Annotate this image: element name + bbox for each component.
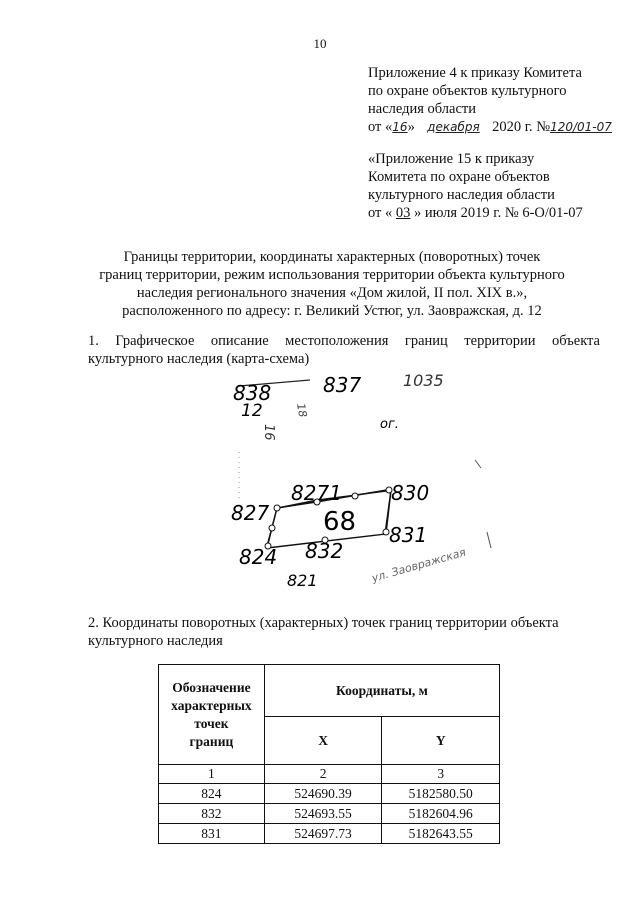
- appendix-15-line-3: культурного наследия области: [368, 187, 555, 203]
- map-label-12: 12: [241, 401, 263, 421]
- map-label-837: 837: [323, 373, 362, 397]
- coord-y: 5182643.55: [382, 824, 500, 844]
- title-line-4: расположенного по адресу: г. Великий Устюг, ул. Заовражская, д. 12: [122, 303, 542, 319]
- map-street-label: ул. Заовражская: [370, 545, 468, 585]
- map-vertex-827: [274, 505, 280, 511]
- appendix-4-line-2: по охране объектов культурного: [368, 83, 567, 99]
- map-label-827: 827: [231, 501, 270, 525]
- map-label-821: 821: [287, 571, 318, 588]
- appendix-15-date: от « 03 » июля 2019 г. № 6-О/01-07: [368, 205, 583, 221]
- coord-x: 524693.55: [264, 804, 382, 824]
- map-parcel-number: 68: [323, 507, 357, 537]
- handwritten-month: декабря: [427, 120, 480, 134]
- table-row: [159, 784, 500, 804]
- table-row: [159, 804, 500, 824]
- map-label-830: 830: [391, 481, 430, 505]
- appendix-4-line-1: Приложение 4 к приказу Комитета: [368, 65, 582, 81]
- appendix-4-header: [368, 64, 630, 136]
- header-point-designation: Обозначение характерных точек границ: [159, 665, 265, 765]
- map-label-8271: 8271: [291, 481, 342, 505]
- title-line-2: границ территории, режим использования территории объекта культурного: [99, 267, 565, 283]
- coord-x: 524697.73: [264, 824, 382, 844]
- page-number: 10: [313, 36, 327, 51]
- appendix-15-header: [368, 150, 630, 222]
- map-label-832: 832: [305, 539, 344, 563]
- appendix-4-line-3: наследия области: [368, 101, 477, 117]
- table-index-row: 1 2 3: [159, 765, 500, 784]
- appendix-15-day: 03: [395, 205, 411, 221]
- map-label-18: 18: [294, 402, 310, 419]
- header-x: X: [264, 717, 382, 765]
- point-id: 832: [159, 804, 265, 824]
- map-vertex-mid-north: [352, 493, 358, 499]
- title-line-1: Границы территории, координаты характерных (поворотных) точек: [123, 249, 541, 265]
- handwritten-day: 16: [392, 120, 408, 134]
- section-1-line-2: культурного наследия (карта-схема): [88, 351, 310, 367]
- table-row: [159, 824, 500, 844]
- point-id: 831: [159, 824, 265, 844]
- point-id: 824: [159, 784, 265, 804]
- section-2-line-2: культурного наследия: [88, 633, 223, 649]
- map-label-831: 831: [389, 523, 428, 547]
- coord-y: 5182580.50: [382, 784, 500, 804]
- map-label-824: 824: [239, 545, 278, 569]
- section-1-heading: [88, 332, 600, 368]
- map-tick-right: [475, 460, 481, 468]
- header-coordinates: Координаты, м: [264, 665, 499, 717]
- title-line-3: наследия регионального значения «Дом жилой, II пол. XIX в.»,: [136, 285, 528, 301]
- coord-y: 5182604.96: [382, 804, 500, 824]
- boundary-map-scheme: [225, 372, 515, 588]
- section-2-heading: [88, 614, 600, 650]
- map-label-16: 16: [261, 424, 276, 441]
- header-y: Y: [382, 717, 500, 765]
- map-label-og: ог.: [380, 417, 399, 432]
- map-label-838: 838: [233, 381, 272, 405]
- section-2-line-1: 2. Координаты поворотных (характерных) точек границ территории объекта: [88, 615, 559, 631]
- map-vertex-west-mid: [269, 525, 275, 531]
- handwritten-number: 120/01-07: [550, 120, 612, 134]
- appendix-15-line-1: «Приложение 15 к приказу: [368, 151, 535, 167]
- coord-x: 524690.39: [264, 784, 382, 804]
- appendix-4-date: от «16» декабря 2020 г. №120/01-07: [368, 119, 612, 135]
- appendix-15-line-2: Комитета по охране объектов: [368, 169, 550, 185]
- coordinates-table: [158, 664, 500, 844]
- document-title: [82, 248, 582, 320]
- map-tick-right-2: [487, 532, 491, 548]
- section-1-line-1: 1. Графическое описание местоположения границ территории объекта: [88, 333, 600, 349]
- map-label-1035: 1035: [403, 372, 444, 390]
